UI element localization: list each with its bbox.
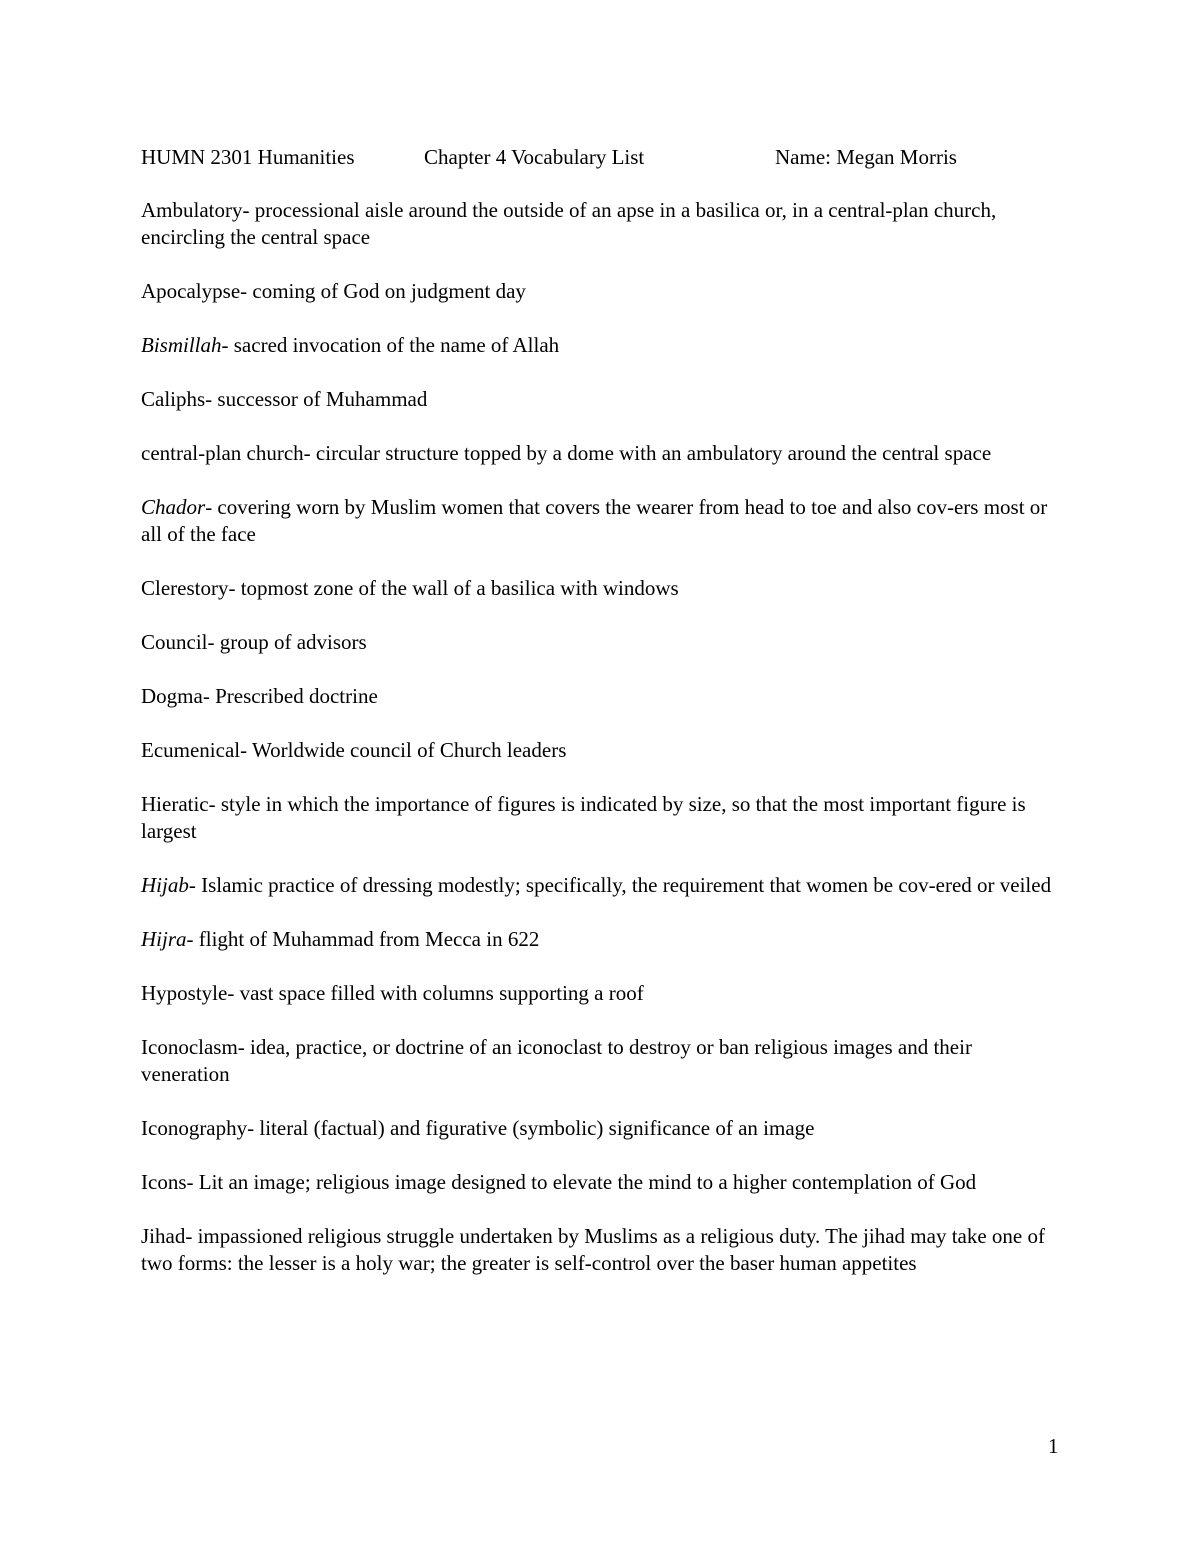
- page-number: 1: [1048, 1434, 1059, 1458]
- vocabulary-term: Jihad: [141, 1224, 186, 1248]
- vocabulary-entry: [141, 1169, 1056, 1196]
- vocabulary-definition: - Islamic practice of dressing modestly; specifically, the requirement that women be cov-ered or veiled: [188, 873, 1052, 897]
- chapter-title: Chapter 4 Vocabulary List: [424, 145, 645, 169]
- vocabulary-term: Hijab: [141, 873, 189, 897]
- vocabulary-entry: [141, 629, 1056, 656]
- vocabulary-definition: - covering worn by Muslim women that covers the wearer from head to toe and also cov-ers most or all of the face: [141, 495, 1048, 546]
- vocabulary-entry: [141, 1223, 1056, 1277]
- vocabulary-definition: - processional aisle around the outside of an apse in a basilica or, in a central-plan church, encircling the central space: [141, 198, 997, 249]
- vocabulary-term: Iconoclasm: [141, 1035, 238, 1059]
- vocabulary-entry: [141, 386, 1056, 413]
- vocabulary-entry: [141, 791, 1056, 845]
- vocabulary-term: central-plan church: [141, 441, 304, 465]
- vocabulary-definition: - Lit an image; religious image designed to elevate the mind to a higher contemplation of God: [186, 1170, 977, 1194]
- vocabulary-term: Hypostyle: [141, 981, 228, 1005]
- vocabulary-term: Council: [141, 630, 208, 654]
- vocabulary-definition: - idea, practice, or doctrine of an iconoclast to destroy or ban religious images and their veneration: [141, 1035, 972, 1086]
- vocabulary-entry: [141, 440, 1056, 467]
- vocabulary-definition: - sacred invocation of the name of Allah: [221, 333, 560, 357]
- vocabulary-entry: [141, 575, 1056, 602]
- vocabulary-term: Chador: [141, 495, 206, 519]
- student-name: Name: Megan Morris: [775, 145, 957, 169]
- vocabulary-definition: - coming of God on judgment day: [240, 279, 526, 303]
- vocabulary-definition: - circular structure topped by a dome with an ambulatory around the central space: [303, 441, 992, 465]
- course-title: HUMN 2301 Humanities: [141, 145, 355, 169]
- vocabulary-term: Ecumenical: [141, 738, 241, 762]
- vocabulary-term: Clerestory: [141, 576, 229, 600]
- vocabulary-term: Ambulatory: [141, 198, 243, 222]
- vocabulary-definition: - style in which the importance of figures is indicated by size, so that the most important figure is largest: [141, 792, 1026, 843]
- vocabulary-entry: [141, 1115, 1056, 1142]
- vocabulary-definition: - successor of Muhammad: [205, 387, 428, 411]
- vocabulary-definition: - vast space filled with columns supporting a roof: [227, 981, 644, 1005]
- vocabulary-definition: - literal (factual) and figurative (symbolic) significance of an image: [247, 1116, 815, 1140]
- vocabulary-definition: - group of advisors: [207, 630, 367, 654]
- vocabulary-term: Icons: [141, 1170, 187, 1194]
- vocabulary-definition: - Prescribed doctrine: [202, 684, 378, 708]
- vocabulary-term: Bismillah: [141, 333, 222, 357]
- vocabulary-definition: - topmost zone of the wall of a basilica with windows: [228, 576, 679, 600]
- vocabulary-definition: - flight of Muhammad from Mecca in 622: [186, 927, 540, 951]
- vocabulary-term: Iconography: [141, 1116, 248, 1140]
- vocabulary-definition: - Worldwide council of Church leaders: [240, 738, 567, 762]
- vocabulary-list: [141, 197, 1056, 1304]
- vocabulary-entry: [141, 278, 1056, 305]
- document-header: [141, 143, 1061, 173]
- vocabulary-entry: [141, 926, 1056, 953]
- vocabulary-entry: [141, 332, 1056, 359]
- vocabulary-entry: [141, 1034, 1056, 1088]
- vocabulary-entry: [141, 980, 1056, 1007]
- vocabulary-entry: [141, 737, 1056, 764]
- vocabulary-definition: - impassioned religious struggle undertaken by Muslims as a religious duty. The jihad may take one of two forms: the lesser is a holy war; the greater is self-control over the baser human appetites: [141, 1224, 1045, 1275]
- vocabulary-entry: [141, 683, 1056, 710]
- vocabulary-term: Apocalypse: [141, 279, 241, 303]
- vocabulary-entry: [141, 494, 1056, 548]
- vocabulary-term: Caliphs: [141, 387, 206, 411]
- vocabulary-entry: [141, 872, 1056, 899]
- vocabulary-term: Hijra: [141, 927, 187, 951]
- vocabulary-term: Hieratic: [141, 792, 209, 816]
- vocabulary-term: Dogma: [141, 684, 203, 708]
- vocabulary-entry: [141, 197, 1056, 251]
